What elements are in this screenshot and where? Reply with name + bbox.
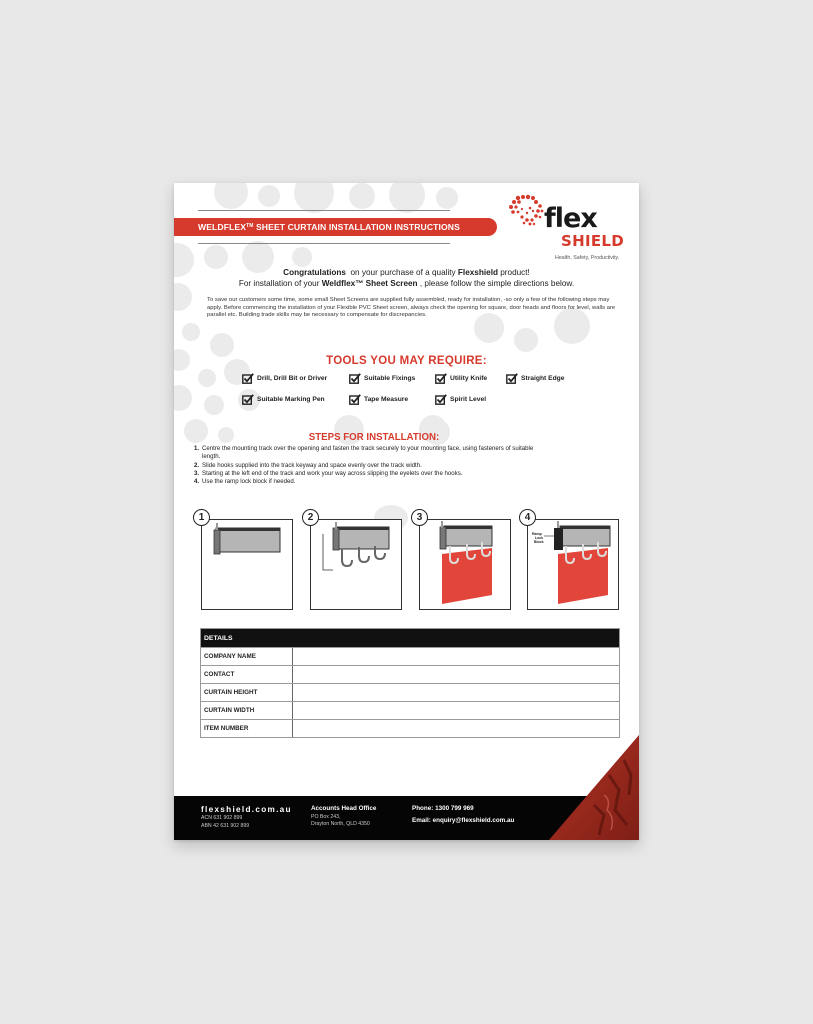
intro-line-2 (174, 278, 639, 289)
office-address-line-2: Drayton North, QLD 4350 (311, 821, 370, 827)
intro-line-2-text: For installation of your (238, 279, 322, 288)
step-text: Use the ramp lock block if needed. (202, 478, 296, 486)
tool-label: Straight Edge (521, 375, 565, 382)
row-label: CONTACT (201, 666, 293, 683)
step-item (194, 470, 614, 478)
product-name: Weldflex™ Sheet Screen (321, 279, 418, 288)
step-illustration-3 (416, 512, 511, 610)
details-row-company-name (201, 647, 619, 665)
checkbox-checked-icon (435, 394, 447, 405)
step-badge: 4 (519, 509, 536, 526)
row-label: CURTAIN WIDTH (201, 702, 293, 719)
contact-field[interactable] (293, 666, 619, 683)
svg-text:Ramp: Ramp (532, 532, 542, 536)
details-row-curtain-width (201, 701, 619, 719)
details-header: DETAILS (201, 629, 619, 647)
intro-line-1-end: product! (497, 268, 530, 277)
step-item (194, 445, 614, 462)
intro-line-2-end: , please follow the simple directions below. (417, 279, 575, 288)
title-banner (174, 218, 497, 236)
header-rule-top (198, 210, 450, 211)
tool-item (506, 373, 564, 384)
intro-paragraph: To save our customers some time, some small Sheet Screens are supplied fully assembled, ready for installation, -so only a few of the following steps may apply. Before commencing the installation of your Flexible PVC Sheet screen, always check the opening for square, door heads and floors for level, walls are parallel etc. Building trade skills may be necessary to compensate for discrepancies. (207, 297, 616, 319)
tool-item (435, 394, 486, 405)
brand-name: Flexshield (457, 268, 498, 277)
tool-label: Suitable Fixings (364, 375, 416, 382)
tool-item (242, 373, 327, 384)
step-text: Slide hooks supplied into the track keyway and space evenly over the track width. (202, 461, 422, 469)
instruction-sheet (174, 183, 639, 840)
curtain-height-field[interactable] (293, 684, 619, 701)
logo-tagline: Health, Safety, Productivity. (555, 255, 620, 261)
checkbox-checked-icon (242, 373, 254, 384)
acn-number: ACN 631 902 899 (201, 815, 243, 821)
intro-text (174, 267, 639, 289)
logo-word-flex: flex (544, 203, 597, 234)
intro-line-1-text: on your purchase of a quality (345, 268, 458, 277)
curtain-width-field[interactable] (293, 702, 619, 719)
header-rule-bottom (198, 243, 450, 244)
step-illustration-2 (307, 512, 402, 610)
website-link[interactable]: flexshield.com.au (201, 805, 292, 814)
checkbox-checked-icon (349, 394, 361, 405)
step-item (194, 478, 614, 486)
svg-text:Block: Block (534, 540, 544, 544)
logo-mark-icon (508, 193, 544, 229)
curtain-on-hooks-icon (420, 520, 512, 611)
steps-list (194, 445, 614, 486)
details-row-curtain-height (201, 683, 619, 701)
tool-label: Tape Measure (364, 396, 409, 403)
company-name-field[interactable] (293, 648, 619, 665)
footer-office (311, 805, 376, 829)
checkbox-checked-icon (506, 373, 518, 384)
tool-label: Drill, Drill Bit or Driver (257, 375, 328, 382)
footer-contact (412, 803, 514, 827)
banner-title: WELDFLEX (198, 222, 247, 232)
step-number: 4. (194, 478, 200, 486)
details-form (200, 628, 620, 738)
office-title: Accounts Head Office (311, 805, 377, 812)
footer-company (201, 805, 292, 830)
ramp-lock-block-icon (528, 520, 620, 611)
step-illustration-4 (524, 512, 619, 610)
step-number: 2. (194, 461, 200, 469)
office-address-line-1: PO Box 243, (311, 813, 341, 820)
tool-item (349, 373, 415, 384)
flexshield-logo (506, 191, 634, 266)
banner-title-rest: SHEET CURTAIN INSTALLATION INSTRUCTIONS (253, 222, 460, 232)
details-row-contact (201, 665, 619, 683)
trademark: TM (246, 223, 254, 229)
tool-label: Utility Knife (450, 375, 488, 382)
email-link[interactable]: Email: enquiry@flexshield.com.au (412, 817, 515, 824)
step-text: Centre the mounting track over the opening and fasten the track securely to your mounting face, using fasteners of suitable length. (202, 445, 534, 461)
step-item (194, 462, 614, 470)
step-badge: 3 (411, 509, 428, 526)
logo-word-shield: SHIELD (561, 232, 624, 250)
tools-heading: TOOLS YOU MAY REQUIRE: (326, 355, 487, 367)
steps-heading: STEPS FOR INSTALLATION: (308, 432, 440, 443)
tool-item (435, 373, 487, 384)
tool-item (242, 394, 325, 405)
tool-item (349, 394, 408, 405)
tool-label: Spirit Level (450, 396, 487, 403)
corner-photo-graphic (549, 735, 639, 840)
checkbox-checked-icon (435, 373, 447, 384)
step-illustration-1 (198, 512, 293, 610)
track-with-hooks-icon (311, 520, 403, 611)
row-label: CURTAIN HEIGHT (201, 684, 293, 701)
mounting-track-icon (202, 520, 294, 611)
step-text: Starting at the left end of the track and work your way across slipping the eyelets over the hooks. (202, 469, 463, 477)
checkbox-checked-icon (242, 394, 254, 405)
step-badge: 2 (302, 509, 319, 526)
abn-number: ABN 42 631 902 899 (201, 822, 250, 829)
row-label: COMPANY NAME (201, 648, 293, 665)
tool-label: Suitable Marking Pen (257, 396, 325, 403)
congratulations-text: Congratulations (283, 268, 346, 277)
row-label: ITEM NUMBER (201, 720, 293, 737)
step-number: 3. (194, 469, 200, 477)
step-badge: 1 (193, 509, 210, 526)
svg-text:Lock: Lock (535, 536, 544, 540)
intro-line-1 (174, 267, 639, 278)
phone-number: Phone: 1300 799 969 (412, 805, 474, 812)
checkbox-checked-icon (349, 373, 361, 384)
step-number: 1. (194, 445, 200, 452)
